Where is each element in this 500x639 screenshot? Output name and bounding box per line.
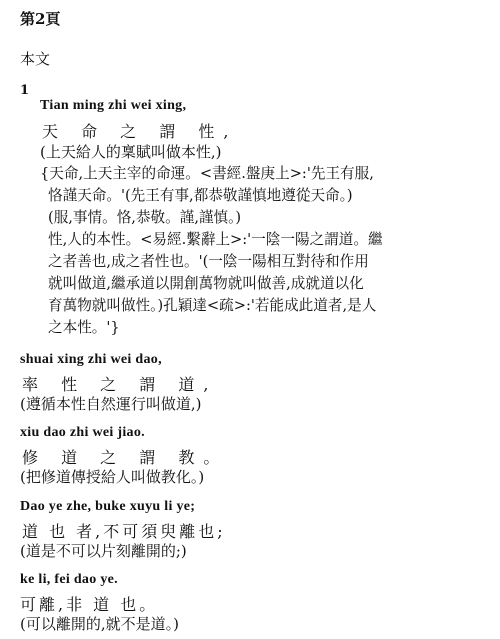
annotation-line: 性,人的本性。<易經.繫辭上>:'一陰一陽之謂道。繼 xyxy=(48,231,383,248)
pinyin-line: shuai xing zhi wei dao, xyxy=(20,352,162,367)
annotation-line: 之者善也,成之者性也。'(一陰一陽相互對待和作用 xyxy=(48,253,369,270)
translation-line: (上天給人的稟賦叫做本性,) xyxy=(40,143,222,161)
page-number: 第2頁 xyxy=(20,10,61,28)
annotation-line: 恪謹天命。'(先王有事,都恭敬謹慎地遵從天命。) xyxy=(48,187,353,204)
chinese-verse: 天 命 之 謂 性, xyxy=(42,122,238,141)
pinyin-line: Tian ming zhi wei xing, xyxy=(40,98,187,113)
translation-line: (可以離開的,就不是道。) xyxy=(20,615,179,633)
annotation-line: 育萬物就叫做性。)孔穎達<疏>:'若能成此道者,是人 xyxy=(48,297,377,314)
translation-line: (道是不可以片刻離開的;) xyxy=(20,542,187,560)
translation-line: (把修道傳授給人叫做教化。) xyxy=(20,468,205,486)
translation-line: (遵循本性自然運行叫做道,) xyxy=(20,395,202,413)
chinese-verse: 修 道 之 謂 教。 xyxy=(22,448,229,467)
chinese-verse: 道 也 者,不可須臾離也; xyxy=(22,522,226,541)
pinyin-line: Dao ye zhe, buke xuyu li ye; xyxy=(20,499,196,514)
annotation-line: (服,事情。恪,恭敬。謹,謹慎。) xyxy=(48,209,242,226)
annotation-line: {天命,上天主宰的命運。<書經.盤庚上>:'先王有服, xyxy=(40,165,374,182)
annotation-line: 之本性。'} xyxy=(48,319,120,336)
annotation-block xyxy=(40,163,383,339)
section-number: 1 xyxy=(20,83,30,98)
section-heading: 本文 xyxy=(20,50,51,68)
chinese-verse: 可離,非 道 也。 xyxy=(20,595,159,614)
pinyin-line: xiu dao zhi wei jiao. xyxy=(20,425,145,440)
chinese-verse: 率 性 之 謂 道, xyxy=(22,375,218,394)
annotation-line: 就叫做道,繼承道以開創萬物就叫做善,成就道以化 xyxy=(48,275,364,292)
pinyin-line: ke li, fei dao ye. xyxy=(20,572,118,587)
